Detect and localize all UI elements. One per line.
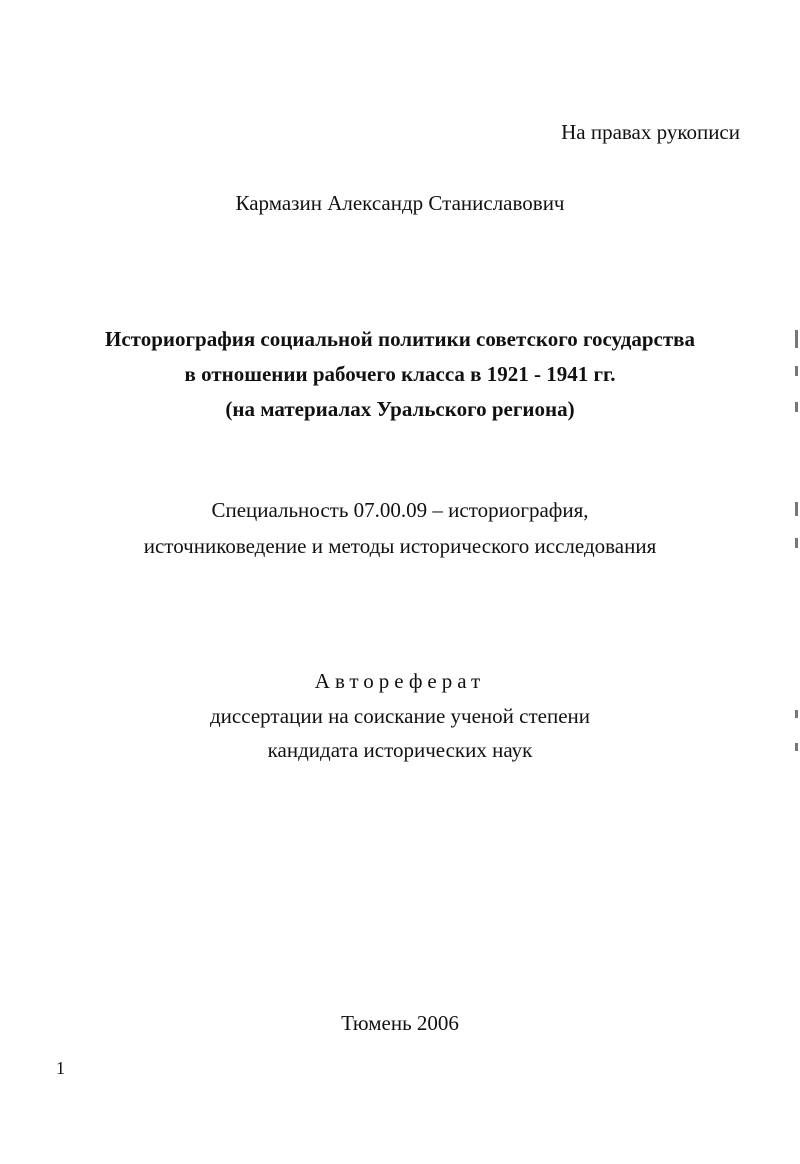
place-and-year: Тюмень 2006 [341, 1011, 459, 1035]
scan-edge-mark [795, 710, 798, 718]
scan-edge-mark [795, 402, 798, 412]
scan-edge-mark [795, 502, 798, 516]
specialty-line-2: источниковедение и методы исторического исследования [143, 534, 657, 558]
abstract-line-2: кандидата исторических наук [267, 738, 533, 762]
scan-edge-mark [795, 330, 798, 348]
manuscript-rights-note: На правах рукописи [561, 120, 740, 144]
abstract-heading: Автореферат [314, 669, 486, 693]
title-line-3: (на материалах Уральского региона) [225, 397, 575, 421]
specialty-line-1: Специальность 07.00.09 – историография, [211, 498, 589, 522]
scan-edge-mark [795, 366, 798, 376]
title-line-1: Историография социальной политики советского государства [105, 327, 695, 351]
author-name: Кармазин Александр Станиславович [235, 191, 565, 215]
scan-edge-mark [795, 743, 798, 751]
scan-edge-mark [795, 538, 798, 548]
abstract-line-1: диссертации на соискание ученой степени [210, 704, 590, 728]
page-number: 1 [56, 1058, 65, 1078]
title-line-2: в отношении рабочего класса в 1921 - 1941 гг. [184, 362, 616, 386]
